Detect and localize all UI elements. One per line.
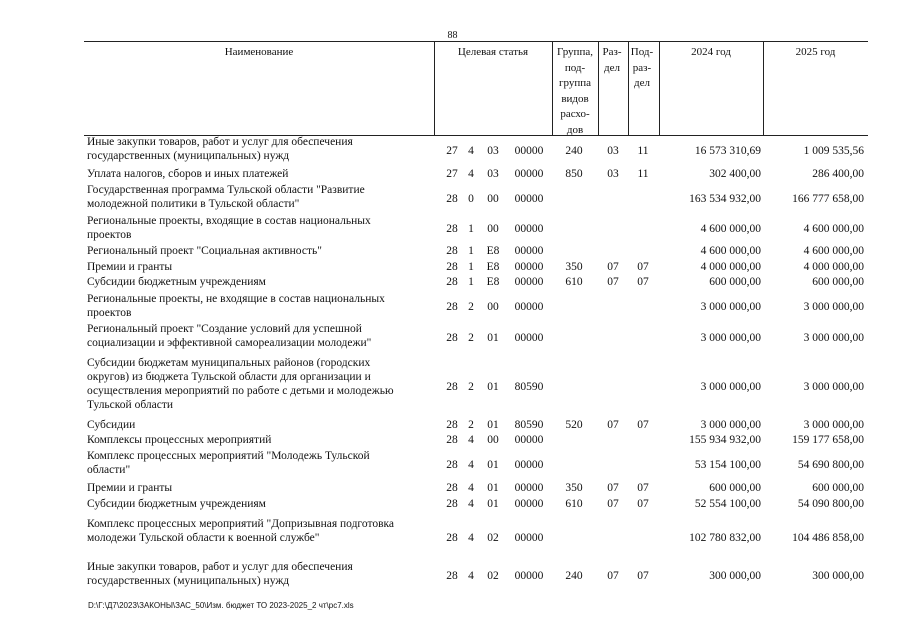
cell-t: 03	[487, 145, 499, 157]
cell-v1: 52 554 100,00	[694, 498, 761, 510]
cell-s: 1	[468, 245, 474, 257]
cell-s: 4	[468, 532, 474, 544]
cell-g: 610	[565, 276, 583, 288]
cell-p: 28	[446, 276, 458, 288]
header-name: Наименование	[224, 46, 294, 58]
cell-pr: 07	[637, 276, 649, 288]
cell-s: 4	[468, 482, 474, 494]
table-row	[84, 135, 868, 165]
row-name: Региональные проекты, входящие в состав национальных проектов	[87, 215, 371, 241]
cell-v2: 300 000,00	[812, 570, 864, 582]
cell-p: 28	[446, 223, 458, 235]
file-path-footer: D:\Г:\Д7\2023\ЗАКОНЫ\ЗАС_50\Изм. бюджет ТО 2023-2025_2 чт\рс7.xls	[88, 601, 354, 610]
cell-v2: 600 000,00	[812, 276, 864, 288]
cell-v2: 600 000,00	[812, 482, 864, 494]
cell-v2: 4 600 000,00	[803, 245, 864, 257]
cell-v1: 102 780 832,00	[689, 532, 761, 544]
row-name: Иные закупки товаров, работ и услуг для обеспечения государственных (муниципальных) нужд	[87, 561, 353, 587]
cell-r: 07	[607, 261, 619, 273]
cell-g: 610	[565, 498, 583, 510]
cell-v2: 104 486 858,00	[792, 532, 864, 544]
table-row	[84, 418, 868, 432]
page-number: 88	[447, 30, 458, 41]
cell-p: 28	[446, 570, 458, 582]
row-name: Субсидии	[87, 419, 136, 431]
cell-pr: 11	[637, 168, 649, 180]
cell-g: 240	[565, 145, 583, 157]
row-name: Премии и гранты	[87, 261, 173, 273]
cell-v1: 3 000 000,00	[700, 381, 761, 393]
cell-t: 01	[487, 332, 499, 344]
cell-t: 02	[487, 532, 499, 544]
table-row	[84, 183, 868, 213]
cell-s: 1	[468, 223, 474, 235]
cell-r: 07	[607, 276, 619, 288]
cell-n: 00000	[514, 434, 544, 446]
cell-v2: 1 009 535,56	[803, 145, 864, 157]
cell-v2: 166 777 658,00	[792, 193, 864, 205]
cell-s: 2	[468, 301, 474, 313]
header-section: Раз-дел	[602, 46, 622, 74]
cell-v2: 4 000 000,00	[803, 261, 864, 273]
cell-v1: 3 000 000,00	[700, 332, 761, 344]
cell-s: 4	[468, 168, 474, 180]
cell-g: 520	[565, 419, 583, 431]
table-row	[84, 260, 868, 274]
cell-v1: 600 000,00	[709, 276, 761, 288]
cell-v1: 16 573 310,69	[694, 145, 761, 157]
row-name: Субсидии бюджетам муниципальных районов (городских округов) из бюджета Тульской области для организации и осуществления мероприятий по работе с детьми и молодежью Тульской области	[87, 357, 394, 411]
cell-p: 28	[446, 482, 458, 494]
header-2025: 2025 год	[795, 46, 836, 58]
row-name: Региональный проект "Социальная активность"	[87, 245, 322, 257]
cell-n: 00000	[514, 459, 544, 471]
row-name: Субсидии бюджетным учреждениям	[87, 498, 266, 510]
cell-pr: 07	[637, 570, 649, 582]
cell-n: 80590	[514, 381, 544, 393]
cell-n: 00000	[514, 301, 544, 313]
cell-p: 28	[446, 419, 458, 431]
table-row	[84, 275, 868, 289]
cell-r: 07	[607, 498, 619, 510]
cell-pr: 07	[637, 498, 649, 510]
cell-s: 4	[468, 145, 474, 157]
cell-v2: 54 690 800,00	[797, 459, 864, 471]
cell-n: 00000	[514, 168, 544, 180]
row-name: Государственная программа Тульской области "Развитие молодежной политики в Тульской области"	[87, 184, 365, 210]
cell-v2: 286 400,00	[812, 168, 864, 180]
row-name: Уплата налогов, сборов и иных платежей	[87, 168, 289, 180]
cell-pr: 07	[637, 482, 649, 494]
cell-n: 00000	[514, 223, 544, 235]
cell-v1: 600 000,00	[709, 482, 761, 494]
cell-s: 0	[468, 193, 474, 205]
cell-n: 00000	[514, 482, 544, 494]
cell-r: 07	[607, 570, 619, 582]
row-name: Региональный проект "Создание условий для успешной социализации и эффективной самореализации молодежи"	[87, 323, 372, 349]
row-name: Комплексы процессных мероприятий	[87, 434, 272, 446]
cell-p: 28	[446, 434, 458, 446]
cell-v2: 4 600 000,00	[803, 223, 864, 235]
cell-s: 2	[468, 381, 474, 393]
cell-v1: 4 600 000,00	[700, 223, 761, 235]
cell-v1: 3 000 000,00	[700, 419, 761, 431]
cell-v1: 163 534 932,00	[689, 193, 761, 205]
cell-v2: 54 090 800,00	[797, 498, 864, 510]
table-row	[84, 449, 868, 479]
cell-p: 28	[446, 459, 458, 471]
cell-n: 00000	[514, 145, 544, 157]
table-header	[84, 41, 868, 136]
cell-t: 01	[487, 482, 499, 494]
cell-r: 03	[607, 145, 619, 157]
table-row	[84, 560, 868, 590]
cell-t: 01	[487, 381, 499, 393]
cell-s: 2	[468, 332, 474, 344]
table-row	[84, 481, 868, 495]
cell-n: 00000	[514, 276, 544, 288]
table-row	[84, 517, 868, 557]
cell-v1: 300 000,00	[709, 570, 761, 582]
cell-n: 00000	[514, 245, 544, 257]
cell-pr: 07	[637, 261, 649, 273]
cell-s: 4	[468, 570, 474, 582]
cell-n: 00000	[514, 570, 544, 582]
cell-t: 01	[487, 498, 499, 510]
cell-t: 01	[487, 459, 499, 471]
cell-p: 28	[446, 332, 458, 344]
cell-g: 350	[565, 482, 583, 494]
cell-n: 00000	[514, 261, 544, 273]
table-row	[84, 322, 868, 352]
cell-s: 1	[468, 261, 474, 273]
table-row	[84, 356, 868, 416]
cell-s: 4	[468, 434, 474, 446]
table-row	[84, 497, 868, 511]
cell-n: 00000	[514, 332, 544, 344]
cell-pr: 07	[637, 419, 649, 431]
cell-t: 03	[487, 168, 499, 180]
cell-p: 27	[446, 145, 458, 157]
table-row	[84, 167, 868, 181]
row-name: Премии и гранты	[87, 482, 173, 494]
cell-v1: 3 000 000,00	[700, 301, 761, 313]
cell-t: E8	[486, 261, 500, 273]
cell-t: E8	[486, 276, 500, 288]
cell-v2: 3 000 000,00	[803, 419, 864, 431]
cell-v2: 3 000 000,00	[803, 381, 864, 393]
cell-s: 2	[468, 419, 474, 431]
cell-p: 28	[446, 381, 458, 393]
cell-t: 00	[487, 301, 499, 313]
cell-g: 350	[565, 261, 583, 273]
cell-p: 28	[446, 301, 458, 313]
header-subsection: Под-раз-дел	[630, 46, 654, 89]
cell-p: 28	[446, 261, 458, 273]
cell-v1: 155 934 932,00	[689, 434, 761, 446]
row-name: Региональные проекты, не входящие в состав национальных проектов	[87, 293, 385, 319]
row-name: Иные закупки товаров, работ и услуг для обеспечения государственных (муниципальных) нужд	[87, 136, 353, 162]
header-target: Целевая статья	[457, 46, 529, 58]
cell-p: 28	[446, 532, 458, 544]
table-row	[84, 292, 868, 320]
header-group: Группа, под-группа видов расхо-дов	[557, 46, 593, 136]
cell-p: 28	[446, 245, 458, 257]
row-name: Комплекс процессных мероприятий "Молодежь Тульской области"	[87, 450, 370, 476]
header-2024: 2024 год	[691, 46, 731, 58]
cell-r: 07	[607, 419, 619, 431]
cell-s: 1	[468, 276, 474, 288]
cell-p: 28	[446, 193, 458, 205]
cell-p: 28	[446, 498, 458, 510]
row-name: Комплекс процессных мероприятий "Допризывная подготовка молодежи Тульской области к военной службе"	[87, 518, 395, 544]
cell-v2: 3 000 000,00	[803, 332, 864, 344]
cell-g: 850	[565, 168, 583, 180]
cell-v2: 3 000 000,00	[803, 301, 864, 313]
row-name: Субсидии бюджетным учреждениям	[87, 276, 266, 288]
cell-v1: 53 154 100,00	[694, 459, 761, 471]
cell-r: 07	[607, 482, 619, 494]
cell-s: 4	[468, 498, 474, 510]
cell-g: 240	[565, 570, 583, 582]
cell-pr: 11	[637, 145, 649, 157]
table-row	[84, 214, 868, 242]
cell-p: 27	[446, 168, 458, 180]
cell-r: 03	[607, 168, 619, 180]
cell-v2: 159 177 658,00	[792, 434, 864, 446]
cell-s: 4	[468, 459, 474, 471]
cell-v1: 4 600 000,00	[700, 245, 761, 257]
cell-n: 00000	[514, 498, 544, 510]
cell-t: 02	[487, 570, 499, 582]
cell-n: 00000	[514, 532, 544, 544]
cell-t: 00	[487, 223, 499, 235]
cell-n: 80590	[514, 419, 544, 431]
cell-t: E8	[486, 245, 500, 257]
cell-t: 01	[487, 419, 499, 431]
table-row	[84, 433, 868, 447]
cell-t: 00	[487, 434, 499, 446]
cell-v1: 4 000 000,00	[700, 261, 761, 273]
cell-n: 00000	[514, 193, 544, 205]
cell-t: 00	[487, 193, 499, 205]
cell-v1: 302 400,00	[709, 168, 761, 180]
table-row	[84, 244, 868, 258]
